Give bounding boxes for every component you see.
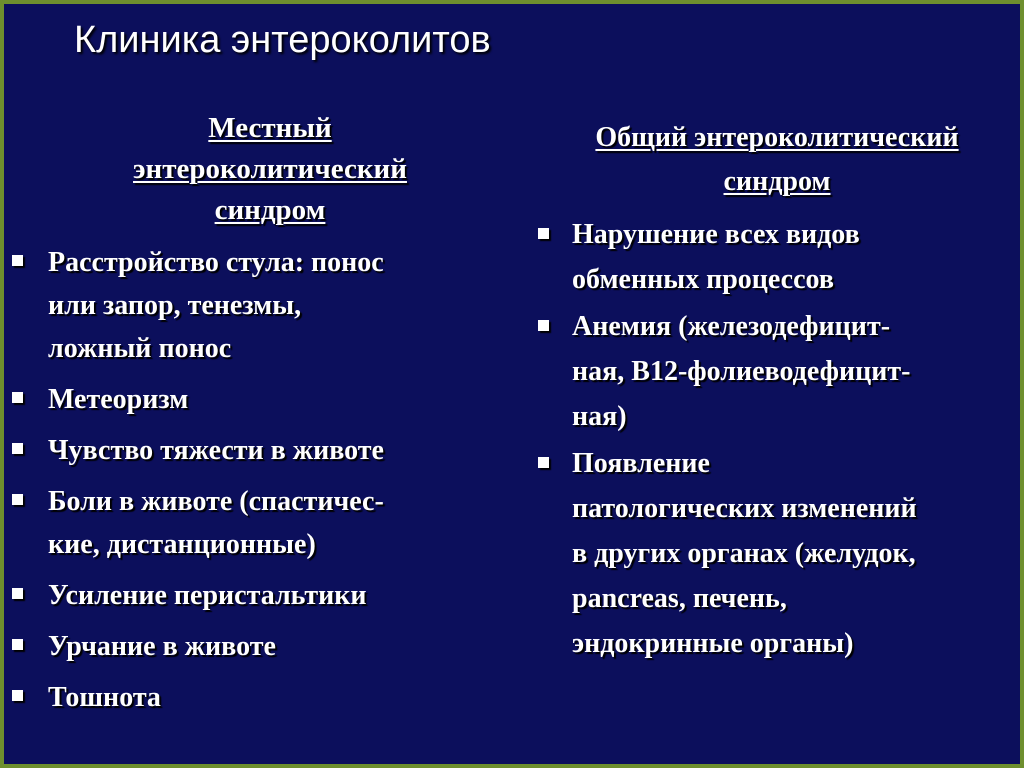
list-item-text: Расстройство стула: понос или запор, тенезмы, ложный понос — [48, 247, 384, 364]
list-item — [10, 676, 530, 719]
list-item-text: Тошнота — [48, 682, 161, 713]
slide — [4, 4, 1020, 764]
square-bullet-icon — [12, 494, 23, 505]
list-item — [10, 241, 530, 370]
list-item-text: Боли в животе (спастичес- кие, дистанционные) — [48, 486, 384, 560]
list-item — [10, 625, 530, 668]
list-item-text: Метеоризм — [48, 384, 189, 415]
square-bullet-icon — [12, 690, 23, 701]
list-item-text: Чувство тяжести в животе — [48, 435, 384, 466]
square-bullet-icon — [12, 443, 23, 454]
square-bullet-icon — [538, 228, 549, 239]
slide-title: Клиника энтероколитов — [74, 19, 491, 61]
list-item-text: Анемия (железодефицит- ная, В12-фолиеводефицит- ная) — [572, 311, 911, 432]
general-syndrome-column — [534, 116, 1020, 668]
local-syndrome-list — [10, 241, 530, 719]
list-item — [534, 441, 1020, 666]
square-bullet-icon — [538, 320, 549, 331]
list-item — [10, 378, 530, 421]
list-item-text: Появление патологических изменений в других органах (желудок, pancreas, печень, эндокринные органы) — [572, 448, 917, 659]
square-bullet-icon — [12, 639, 23, 650]
list-item-text: Усиление перистальтики — [48, 580, 367, 611]
list-item — [10, 480, 530, 566]
local-syndrome-heading: Местный энтероколитический синдром — [133, 112, 407, 226]
general-syndrome-heading: Общий энтероколитический синдром — [595, 122, 959, 197]
square-bullet-icon — [12, 255, 23, 266]
local-syndrome-column — [10, 108, 530, 727]
list-item — [534, 212, 1020, 302]
square-bullet-icon — [12, 392, 23, 403]
square-bullet-icon — [12, 588, 23, 599]
general-syndrome-list — [534, 212, 1020, 666]
list-item — [10, 429, 530, 472]
square-bullet-icon — [538, 457, 549, 468]
list-item — [534, 304, 1020, 439]
list-item-text: Нарушение всех видов обменных процессов — [572, 219, 860, 295]
list-item — [10, 574, 530, 617]
list-item-text: Урчание в животе — [48, 631, 276, 662]
